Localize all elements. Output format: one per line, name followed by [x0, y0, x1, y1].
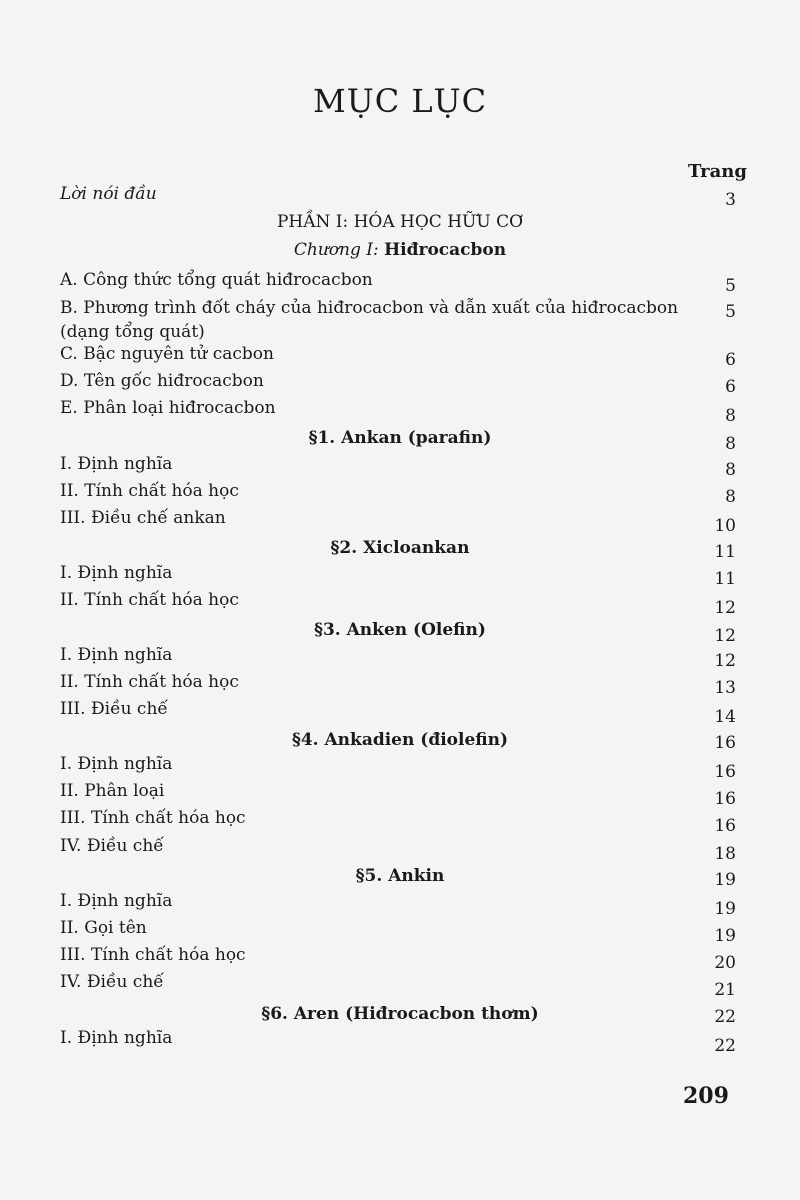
toc-section-heading[interactable] [0, 1002, 800, 1026]
toc-entry-page: 20 [714, 953, 736, 973]
toc-section-heading[interactable] [0, 728, 800, 752]
toc-section-heading[interactable] [0, 426, 800, 454]
toc-chapter-label: Hiđrocacbon [384, 240, 507, 260]
toc-entry-page: 8 [725, 434, 736, 454]
toc-entry-page: 22 [714, 1007, 736, 1027]
toc-entry-label: I. Định nghĩa [60, 645, 173, 665]
toc-entry-label: II. Tính chất hóa học [60, 481, 239, 501]
toc-entry-label: II. Phân loại [60, 781, 165, 801]
toc-section-label: §1. Ankan (parafin) [308, 428, 492, 448]
toc-entry-page: 21 [714, 980, 736, 1000]
toc-entry-page: 10 [714, 516, 736, 536]
toc-entry[interactable] [0, 506, 800, 536]
toc-entry[interactable] [0, 268, 800, 296]
toc-entry[interactable] [0, 296, 800, 344]
toc-entry[interactable] [0, 834, 800, 864]
toc-section-label: §5. Ankin [355, 866, 445, 886]
toc-entry-label: I. Định nghĩa [60, 1028, 173, 1048]
toc-entry-page: 18 [714, 844, 736, 864]
toc-entry-page: 14 [714, 707, 736, 727]
toc-entry-label: IV. Điều chế [60, 972, 164, 992]
toc-entry[interactable] [0, 588, 800, 618]
toc-entry-label: II. Gọi tên [60, 918, 147, 938]
toc-entry[interactable] [0, 479, 800, 507]
toc-entry[interactable] [0, 561, 800, 589]
toc-part-label: PHẦN I: HÓA HỌC HỮU CƠ [276, 212, 524, 232]
toc-section-heading[interactable] [0, 864, 800, 888]
toc-entry[interactable] [0, 643, 800, 671]
toc-section-label: §6. Aren (Hiđrocacbon thơm) [261, 1004, 539, 1024]
toc-entry-page: 5 [725, 302, 736, 322]
toc-entry[interactable] [0, 916, 800, 946]
toc-entry-page: 3 [725, 190, 736, 210]
toc-entry[interactable] [0, 369, 800, 397]
toc-entry-label: I. Định nghĩa [60, 563, 173, 583]
toc-entry-page: 6 [725, 350, 736, 370]
toc-entry-label: C. Bậc nguyên tử cacbon [60, 344, 274, 364]
toc-entry-label: B. Phương trình đốt cháy của hiđrocacbon và dẫn xuất của hiđrocacbon [60, 298, 679, 318]
toc-entry-label: I. Định nghĩa [60, 754, 173, 774]
toc-entry-page: 12 [714, 598, 736, 618]
toc-entry-page: 16 [714, 762, 736, 782]
toc-chapter-heading [0, 238, 800, 262]
toc-entry-page: 11 [714, 569, 736, 589]
toc-part-heading [0, 210, 800, 234]
toc-entry[interactable] [0, 970, 800, 1000]
toc-entry-page: 16 [714, 789, 736, 809]
toc-section-label: §2. Xicloankan [330, 538, 470, 558]
toc-entry-label: III. Tính chất hóa học [60, 945, 246, 965]
toc-entry-page: 12 [714, 626, 736, 646]
toc-entry-label: IV. Điều chế [60, 836, 164, 856]
toc-entry[interactable] [0, 697, 800, 727]
toc-entry-page: 6 [725, 377, 736, 397]
toc-entry[interactable] [0, 396, 800, 426]
toc-entry[interactable] [0, 342, 800, 370]
toc-entry-label: I. Định nghĩa [60, 454, 173, 474]
toc-section-heading[interactable] [0, 536, 800, 560]
toc-section-label: §3. Anken (Olefin) [314, 620, 486, 640]
toc-entry-label: E. Phân loại hiđrocacbon [60, 398, 276, 418]
toc-entry-page: 8 [725, 460, 736, 480]
toc-entry-page: 19 [714, 870, 736, 890]
toc-entry-page: 12 [714, 651, 736, 671]
toc-entry[interactable] [0, 943, 800, 973]
toc-entry[interactable] [0, 889, 800, 919]
page-column-header: Trang [688, 161, 747, 182]
toc-entry-page: 16 [714, 733, 736, 753]
toc-entry[interactable] [0, 806, 800, 836]
toc-entry-page: 8 [725, 487, 736, 507]
toc-section-label: §4. Ankadien (điolefin) [291, 730, 509, 750]
toc-entry-label: II. Tính chất hóa học [60, 590, 239, 610]
page-number: 209 [683, 1083, 729, 1109]
toc-entry-page: 19 [714, 899, 736, 919]
toc-chapter-prefix: Chương I: [293, 240, 385, 260]
toc-entry-label: III. Điều chế [60, 699, 168, 719]
toc-entry-label: I. Định nghĩa [60, 891, 173, 911]
toc-entry[interactable] [0, 670, 800, 698]
toc-entry-label-continued: (dạng tổng quát) [60, 322, 205, 342]
toc-entry[interactable] [0, 752, 800, 782]
toc-entry-label: D. Tên gốc hiđrocacbon [60, 371, 264, 391]
toc-entry-page: 11 [714, 542, 736, 562]
toc-entry-page: 16 [714, 816, 736, 836]
toc-entry[interactable] [0, 1026, 800, 1056]
toc-entry-label: A. Công thức tổng quát hiđrocacbon [60, 270, 373, 290]
toc-entry-page: 13 [714, 678, 736, 698]
toc-entry-label: Lời nói đầu [60, 184, 157, 204]
toc-section-heading[interactable] [0, 618, 800, 646]
toc-entry-label: II. Tính chất hóa học [60, 672, 239, 692]
toc-entry-page: 19 [714, 926, 736, 946]
page-title: MỤC LỤC [312, 82, 488, 120]
toc-entry-page: 5 [725, 276, 736, 296]
toc-entry-label: III. Tính chất hóa học [60, 808, 246, 828]
toc-entry[interactable] [0, 452, 800, 480]
toc-entry-page: 22 [714, 1036, 736, 1056]
toc-entry-preface[interactable] [0, 182, 800, 210]
toc-entry-page: 8 [725, 406, 736, 426]
toc-entry-label: III. Điều chế ankan [60, 508, 226, 528]
toc-entry[interactable] [0, 779, 800, 809]
